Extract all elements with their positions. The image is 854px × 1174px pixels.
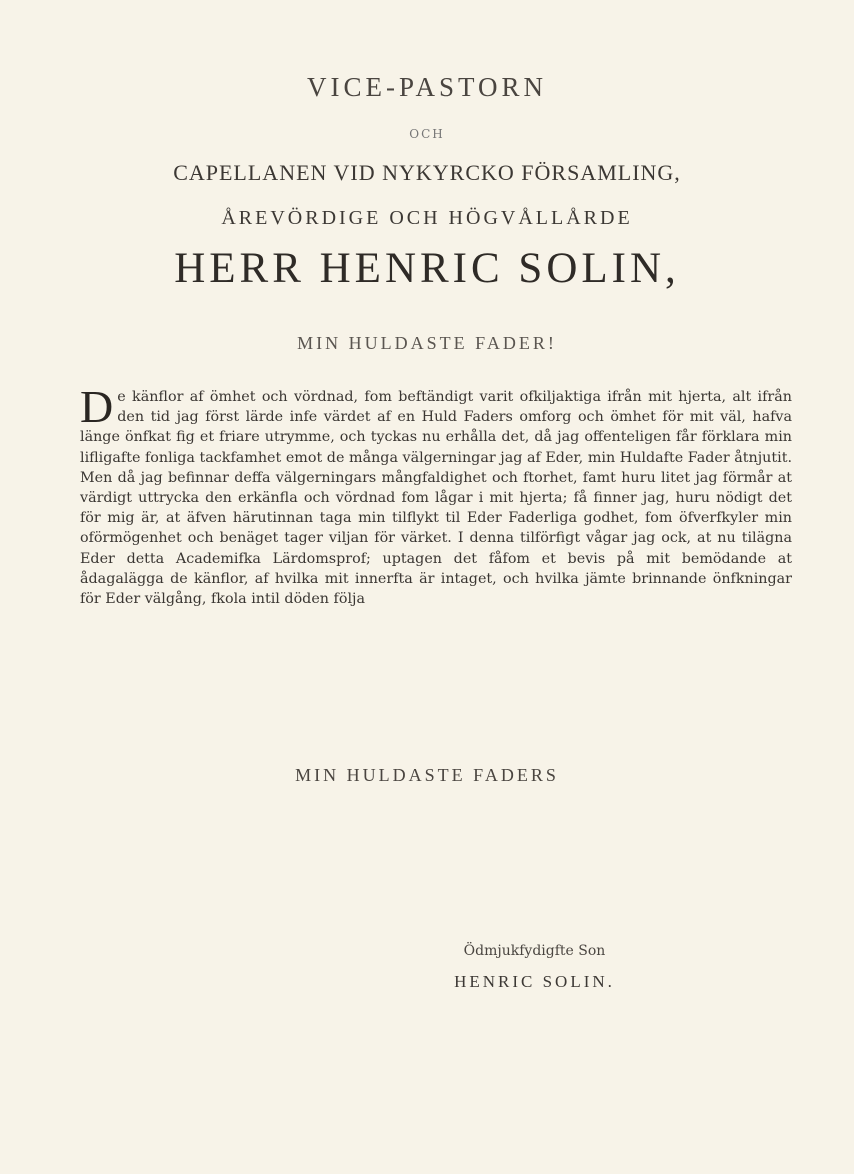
heading-line-arevordige: ÅREVÖRDIGE OCH HÖGVÅLLÅRDE [221,207,633,229]
heading-name: HERR HENRIC SOLIN, [174,245,680,292]
heading-och: OCH [409,127,445,141]
heading-line-capellanen: CAPELLANEN VID NYKYRCKO FÖRSAMLING, [173,160,681,185]
salutation: MIN HULDASTE FADER! [297,333,557,353]
signature-name: HENRIC SOLIN. [454,972,615,991]
signature-line: Ödmjukfydigfte Son [463,943,606,959]
dedication-text: e känflor af ömhet och vördnad, fom beftändigt varit ofkiljaktiga ifrån mit hjerta, alt ifrån den tid jag först lärde infe värdet af en Huld Faders omforg och ömhet för mit väl, hafva länge önfkat fig et friare utrymme, och tyckas nu erhålla det, då jag offenteligen får förklara min lifligafte fonliga tackfamhet emot de många välgerningar jag af Eder, min Huldafte Fader åtnjutit. Men då jag befinnar deffa välgerningars mångfaldighet och ftorhet, famt huru litet jag förmår at värdigt uttrycka den erkänfla och vördnad fom lågar i mit hjerta; få finner jag, huru nödigt det för mig är, at äfven härutinnan taga min tilflykt til Eder Faderliga godhet, fom öfverfkyler min oförmögenhet och benäget tager viljan för värket. I denna tilförfigt vågar jag ock, at nu tilägna Eder detta Academifka Lärdomsprof; uptagen det fåfom et bevis på mit bemödande at ådagalägga de känflor, af hvilka mit innerfta är intaget, och hvilka jämte brinnande önfkningar för Eder välgång, fkola intil döden följa [80,389,792,608]
drop-cap: D [80,381,114,432]
closing-line: MIN HULDASTE FADERS [295,765,559,785]
dedication-body [80,381,792,609]
heading-title: VICE-PASTORN [306,72,548,102]
